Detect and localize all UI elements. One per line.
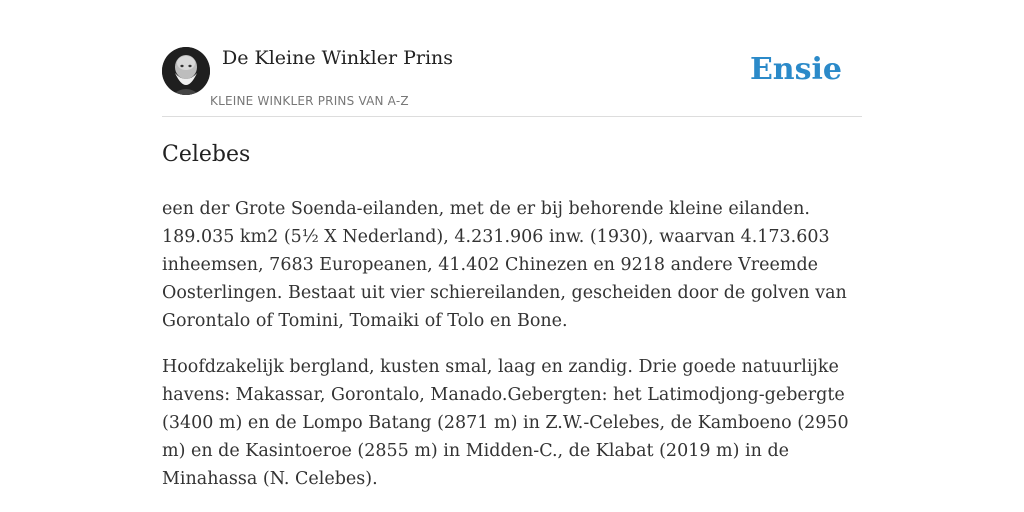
brand-logo[interactable]: Ensie <box>749 52 842 87</box>
source-subtitle[interactable]: KLEINE WINKLER PRINS VAN A-Z <box>210 94 409 108</box>
entry-paragraph: een der Grote Soenda-eilanden, met de er bij behorende kleine eilanden. 189.035 km2 (5½ X Nederland), 4.231.906 inw. (1930), waarvan 4.173.603 inheemsen, 7683 Europeanen, 41.402 Chinezen en 9218 andere Vreemde Oosterlingen. Bestaat uit vier schiereilanden, gescheiden door de golven van Gorontalo of Tomini, Tomaiki of Tolo en Bone. <box>162 199 847 331</box>
site-header <box>162 44 862 117</box>
author-avatar[interactable] <box>162 47 210 95</box>
source-title[interactable]: De Kleine Winkler Prins <box>222 47 454 69</box>
entry-title: Celebes <box>162 142 251 167</box>
bearded-man-portrait-icon <box>162 47 210 95</box>
entry-paragraph: Hoofdzakelijk bergland, kusten smal, laag en zandig. Drie goede natuurlijke havens: Makassar, Gorontalo, Manado.Gebergten: het Latimodjong-gebergte (3400 m) en de Lompo Batang (2871 m) in Z.W.-Celebes, de Kamboeno (2950 m) en de Kasintoeroe (2855 m) in Midden-C., de Klabat (2019 m) in de Minahassa (N. Celebes). <box>162 357 849 489</box>
entry-content <box>162 139 862 511</box>
